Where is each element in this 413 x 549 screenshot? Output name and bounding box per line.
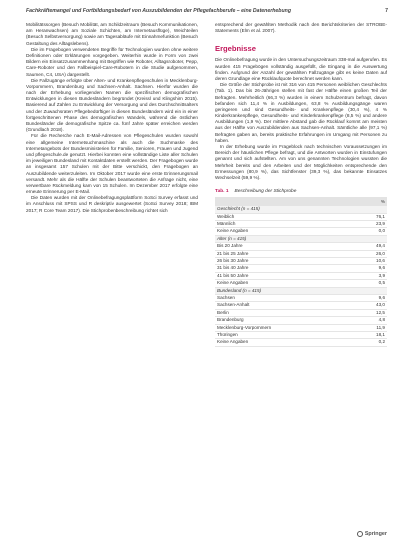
table-cell-label: Bis 20 Jahre: [215, 243, 356, 250]
table-row: [215, 317, 387, 324]
sample-table: [215, 189, 387, 347]
table-row: [215, 309, 387, 316]
table-cell-label: Thüringen: [215, 332, 356, 339]
table-cell-label: 41 bis 50 Jahre: [215, 272, 356, 279]
table-cell-label: 31 bis 40 Jahre: [215, 265, 356, 272]
table-cell-value: 76,1: [356, 213, 387, 220]
table-cell-value: 43,0: [356, 302, 387, 309]
running-title: Fachkräftemangel und Fortbildungsbedarf von Auszubildenden der Pflegefachberufe – eine Datenerhebung: [26, 8, 291, 14]
table-cell-value: 3,9: [356, 272, 387, 279]
left-column: [26, 22, 198, 214]
publisher-logo: [357, 531, 387, 537]
data-table: [215, 197, 387, 347]
paragraph: Die Größe der Stichprobe ist mit 316 von 415 Personen weiblichen Geschlechts (Tab. 1). Das bis 26-Jährigen stellen mit fast der Hälfte einen großen Teil der Befragten. Mehrheitlich (66,3 %) wurden in einem Schulzentrum befragt, davon befanden sich 11,4 % in Ausbildungen, 63,8 % Ausbildungsgänge waren geringeren und sind Gesundheits- und Krankenpflege (30,4 %), 4 % Kinderkrankenpflege, Gesundheits- und Kinderkrankenpflege (8,5 %) und andere Ausbildungen (1,9 %). Der mittlere Abstand gab die Rücklauf kommt am meisten aus der Hälfte von Auszubildenden aus Sachsen-Anhalt. Sämtliche alle (97,1 %) Befragten gaben an, bereits praktische Erfahrungen im Umgang mit Personen zu haben.: [215, 82, 387, 143]
table-cell-value: 26,0: [356, 250, 387, 257]
table-cell-value: 18,1: [356, 332, 387, 339]
table-cell-label: Keine Angaben: [215, 339, 356, 346]
table-cell-value: 0,0: [356, 228, 387, 235]
table-row: [215, 302, 387, 309]
table-row: [215, 265, 387, 272]
table-cell-value: 0,5: [356, 280, 387, 287]
table-row: [215, 295, 387, 302]
table-cell-value: 4,8: [356, 317, 387, 324]
table-cell-value: 10,6: [356, 257, 387, 264]
table-cell-label: Keine Angaben: [215, 228, 356, 235]
table-cell-value: [356, 287, 387, 294]
table-row: [215, 220, 387, 227]
table-cell-label: 26 bis 30 Jahre: [215, 257, 356, 264]
table-cell-label: Sachsen: [215, 295, 356, 302]
table-row: [215, 213, 387, 220]
springer-horse-icon: [357, 531, 363, 537]
paragraph: In der Erhebung wurde im Frageblock nach technischen Voraussetzungen im Bereich der häuslichen Pflege befragt, und die Antworten wurden in Einstufungen genannt und sich aufstellten. Am von uns genannten Technologien wussten die Mehrheit bereits und den Arbeiten und der Möglichkeiten entsprechende den Ermessungen (80,9 %), das Sichtfenster (39,3 %), das bekannte Einsatzes Wechselzeit (59,9 %).: [215, 144, 387, 180]
table-caption: [215, 189, 387, 195]
table-row: [215, 257, 387, 264]
table-row: [215, 280, 387, 287]
paragraph: Für die Recherche nach E-Mail-Adressen von Pflegeschulen wurden sowohl eine allgemeine Internetsuchmaschine als auch die Suchmaske des Internetangebots der Bundesministerien für Familie, Senioren, Frauen und Jugend und pflegeschule.de genutzt. Hierbei konnten eine vollständige Liste aller Schulen im jeweiligen Bundesland mit Kontaktdaten erstellt werden. Der Fragebogen wurde an insgesamt 157 Schulen mit der Bitte verschickt, den Fragebogen an Auszubildende weiterzuleiten. Im Oktober 2017 wurde eine erste Erinnerungsmail versandt. Mehr als die Hälfte der Schulen beantworteten die Anfrage nicht, eine verwertbare Rückmeldung kam von 15 Schulen. Im Dezember 2017 erfolgte eine erneute Erinnerung per E-Mail.: [26, 133, 198, 195]
section-heading: Ergebnisse: [215, 44, 256, 54]
table-cell-value: 11,9: [356, 324, 387, 331]
table-cell-value: 9,6: [356, 295, 387, 302]
table-number: Tab. 1: [215, 189, 229, 195]
table-cell-label: Männlich: [215, 220, 356, 227]
table-cell-label: Sachsen-Anhalt: [215, 302, 356, 309]
table-row: [215, 332, 387, 339]
paragraph: Mobilitätssorgen (Besuch Mobilität, am Schildzeitraum (Besuch Kommunikationen, am Heranwachsen) am Soziale Schichten, am Internetausflüge), Weichteilen (Besuch Selbstversorgung) sowie am Tagesabläufe mit Einnahmefunktion (Besuch Gestaltung des Alltagslebens).: [26, 22, 198, 46]
paragraph: Die Fallzugänge erfolgte über Alten- und Krankenpflegeschulen in Mecklenburg-Vorpommern, Brandenburg und Sachsen-Anhalt. Sachsen. Hierfür wurden die nach der Erhebung vorliegenden Namen die spezifischen demografischen Entwicklungen in diesen Bundesländern begründet (Kreissl und Klingshirn 2015). Basierend auf Zahlen zu Entwicklung der Versorgung und des Durchschnittsalters und der Zuwachsraten Pflegebedürftiger in diesen Bundesländern wird ein in einer fortgeschrittenen Phase des demografischen Wandels, während die östlichen Bundesländer die demografische Spitze ca. fünf Jahre später erreichen werden (Grundlach 2018).: [26, 77, 198, 133]
table-cell-value: 12,5: [356, 309, 387, 316]
table-cell-label: Geschlecht (n = 415): [215, 206, 356, 213]
running-header: [26, 8, 388, 18]
table-row: [215, 324, 387, 331]
table-row: [215, 339, 387, 346]
table-header-unit: %: [380, 198, 385, 204]
paragraph: Die Onlinebefragung wurde in den Untersuchungszeitraum 338-mal aufgerufen. Es wurden 415 Fragebögen vollständig ausgefüllt, die Eingang in die Auswertung finden. Aufgrund der Anzahl der gewählten Fallzugänge gibt es keine Daten auf deren Grundlage eine Rücklaufquote berechnet werden kann.: [215, 57, 387, 81]
table-cell-label: Weiblich: [215, 213, 356, 220]
table-body: [215, 206, 387, 346]
table-row: [215, 250, 387, 257]
table-cell-value: 49,4: [356, 243, 387, 250]
table-row: [215, 228, 387, 235]
paragraph: Die Daten wurden mit der Onlinebefragungsplattform SoSci Survey erfasst und im Anschluss mit SPSS und R deskriptiv ausgewertet (SoSci Survey 2018; IBM 2017; R Core Team 2017). Die Stichprobenbeschreibung richtet sich: [26, 195, 198, 213]
table-cell-value: 23,9: [356, 220, 387, 227]
table-cell-label: Alter (n = 415): [215, 235, 356, 242]
table-header-label: [215, 197, 356, 206]
publisher-name: Springer: [364, 531, 387, 537]
paragraph: Die im Fragebogen verwendeten Begriffe für Technologien wurden ohne weitere Definitionen oder Erklärungen vorgegeben. Weiterhin wurde in Form von zwei Bildern ein Einsatzzusammenhang mit Begriffen wie Roboter, Alltagsroboter, Pepp, Care-Roboter und den Fallbeispiel-Care-Robotern in die Studie aufgenommen, Saumen, C4, USA) dargestellt.: [26, 46, 198, 77]
table-cell-label: Brandenburg: [215, 317, 356, 324]
table-group-row: [215, 235, 387, 242]
table-cell-value: [356, 206, 387, 213]
page-number: 7: [385, 8, 388, 14]
right-column: [215, 22, 387, 347]
table-group-row: [215, 206, 387, 213]
table-cell-value: 0,2: [356, 339, 387, 346]
table-row: [215, 272, 387, 279]
table-cell-value: [356, 235, 387, 242]
table-cell-label: Keine Angaben: [215, 280, 356, 287]
table-cell-label: Bundesland (n = 415): [215, 287, 356, 294]
table-cell-label: Berlin: [215, 309, 356, 316]
table-header-row: [215, 197, 387, 206]
table-cell-value: 9,6: [356, 265, 387, 272]
table-cell-label: 21 bis 25 Jahre: [215, 250, 356, 257]
table-title: Beschreibung der Stichprobe: [234, 189, 297, 195]
paragraph: entsprechend der gewählten Methodik nach den Berichtskriterien der STROBE-Statements (Elm et al. 2007).: [215, 22, 387, 34]
table-row: [215, 243, 387, 250]
table-cell-label: Mecklenburg-Vorpommern: [215, 324, 356, 331]
table-group-row: [215, 287, 387, 294]
